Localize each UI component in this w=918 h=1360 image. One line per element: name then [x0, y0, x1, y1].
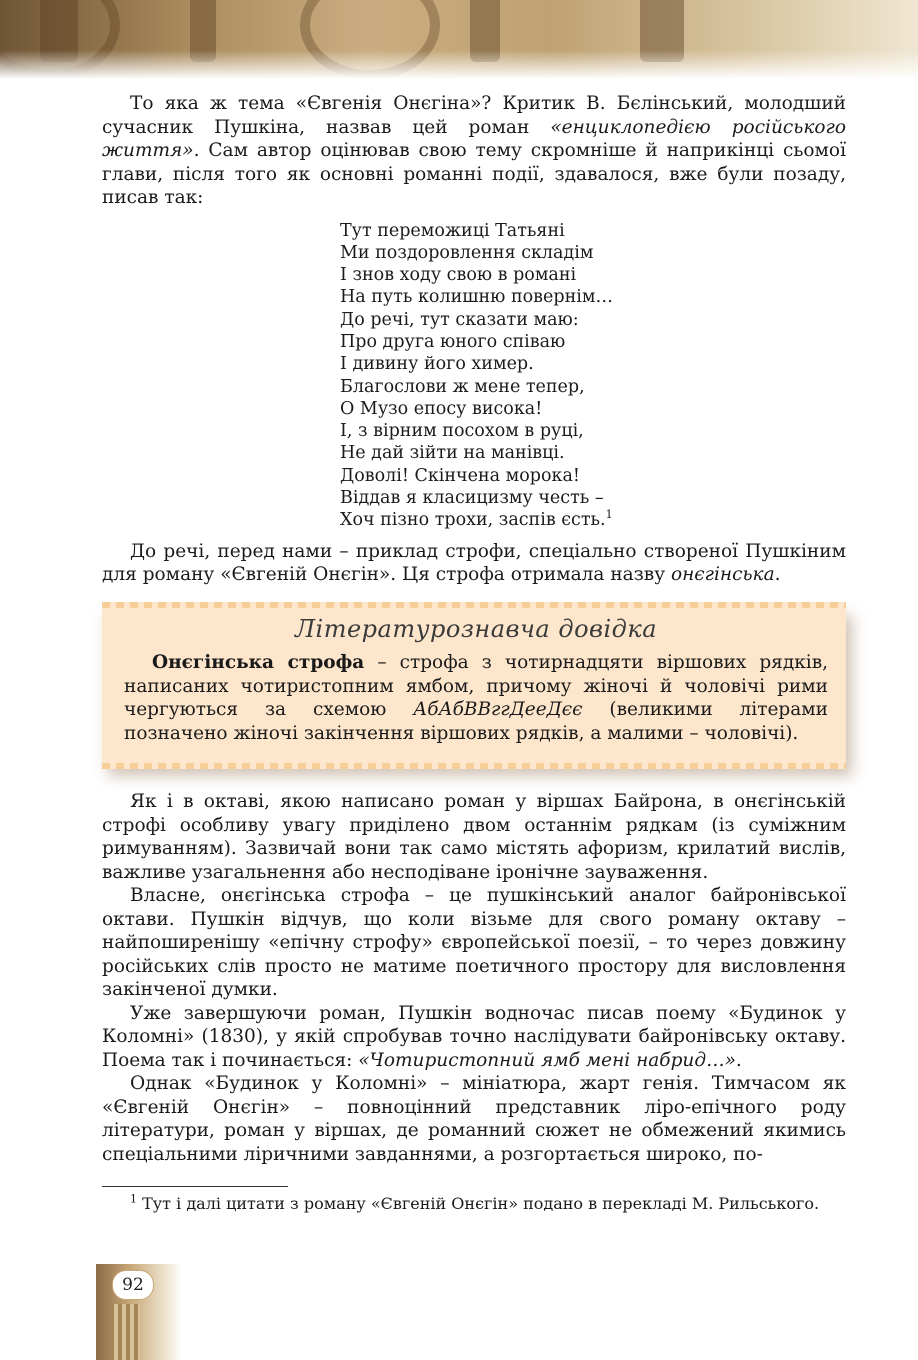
reference-box-text: Онєгінська строфа – строфа з чотирнадцяти віршових рядків, написаних чотиристопним ямбом, причому жіночі й чоловічі рими чергуються за схемою АбАбВВггДееДєє (великими літерами позначено жіночі закінчення віршових рядків, а малими – чоловічі). — [124, 652, 829, 744]
paragraph: Однак «Будинок у Коломні» – мініатюра, жарт генія. Тимчасом як «Євгеній Онєгін» – повноцінний представник ліро-епічного роду літератури, роман у віршах, де романний сюжет не обмежений якимись спеціальними ліричними завданнями, а розгортається широко, по- — [102, 1073, 846, 1165]
term: Онєгінська строфа — [152, 652, 365, 674]
reference-box — [102, 605, 846, 767]
verse-line: До речі, тут сказати маю: — [340, 309, 579, 330]
paragraph: Як і в октаві, якою написано роман у віршах Байрона, в онєгінській строфі особливу увагу приділено двом останнім рядкам (із суміжним римуванням). Зазвичай вони так само містять афоризм, крилатий вислів, важливе узагальнення або несподіване іронічне зауваження. — [102, 791, 846, 883]
verse-line: О Музо епосу висока! — [340, 398, 543, 419]
verse-line: І дивину його химер. — [340, 354, 534, 375]
paragraph: То яка ж тема «Євгенія Онєгіна»? Критик В. Бєлінський, молодший сучасник Пушкіна, назвав цей роман «енциклопедією російського життя». Сам автор оцінював свою тему скромніше й наприкінці сьомої глави, після того як основні романні події, здавалося, вже були позаду, писав так: — [102, 93, 846, 208]
verse-line: Доволі! Скінчена морока! — [340, 465, 580, 486]
pillar-decoration — [110, 1304, 140, 1360]
footnote-mark: 1 — [605, 508, 613, 522]
paragraph: До речі, перед нами – приклад строфи, спеціально створеної Пушкіним для роману «Євгеній Онєгін». Ця строфа отримала назву онєгінська. — [102, 540, 846, 586]
verse-line: І знов ходу свою в романі — [340, 265, 577, 286]
paragraph: Уже завершуючи роман, Пушкін водночас писав поему «Будинок у Коломні» (1830), у якій спробував точно наслідувати байронівську октаву. Поема так і починається: «Чотиристопний ямб мені набрид…». — [102, 1002, 846, 1071]
verse-line: Ми поздоровлення складім — [340, 242, 594, 263]
footnote: $^1$ Тут і далі цитати з роману «Євгеній Онєгін» подано в перекладі М. Рильського. — [130, 1192, 820, 1214]
verse-line: І, з вірним посохом в руці, — [340, 421, 584, 442]
verse-line: Хоч пізно трохи, заспів єсть.$^1$ — [340, 508, 613, 531]
page-content — [102, 92, 846, 1214]
verse-line: Благослови ж мене тепер, — [340, 376, 585, 397]
verse-line: Тут переможиці Татьяні — [340, 220, 565, 241]
verse-quote — [340, 220, 846, 532]
rhyme-scheme: АбАбВВггДееДєє — [413, 699, 583, 721]
paragraph: Власне, онєгінська строфа – це пушкінський аналог байронівської октави. Пушкін відчув, що коли візьме для свого роману октаву – найпоширенішу «епічну строфу» європейської поезії, – то через довжину російських слів просто не матиме поетичного простору для висловлення закінченої думки. — [102, 885, 846, 1001]
verse-line: На путь колишню повернім… — [340, 287, 613, 308]
footnote-divider — [102, 1186, 288, 1187]
verse-line: Не дай зійти на манівці. — [340, 443, 565, 464]
reference-box-title: Літературознавча довідка — [294, 614, 658, 643]
verse-line: Про друга юного співаю — [340, 331, 566, 352]
header-banner-image — [0, 0, 918, 78]
page-number: 92 — [112, 1270, 154, 1300]
verse-line: Віддав я класицизму честь – — [340, 488, 604, 509]
